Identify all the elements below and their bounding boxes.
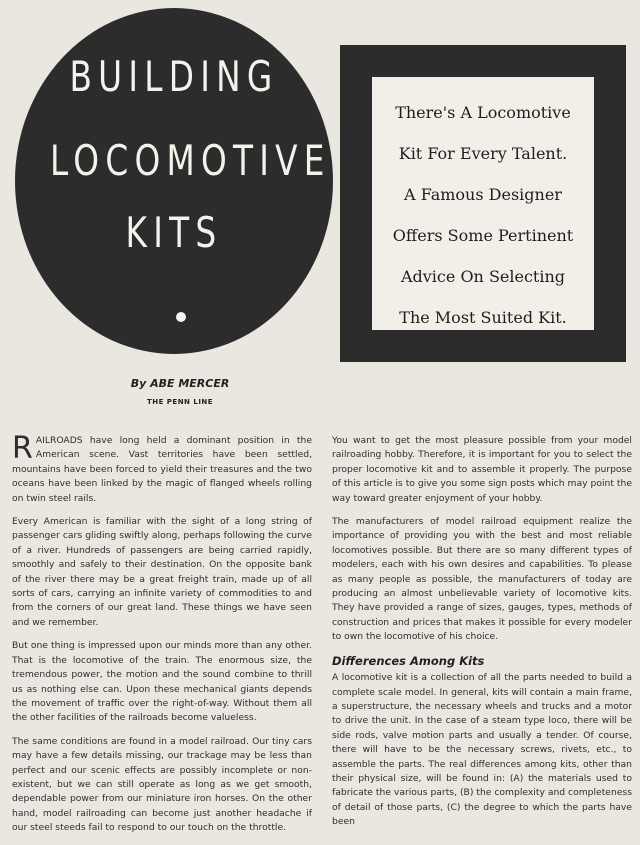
paragraph: A locomotive kit is a collection of all the parts needed to build a complete scale model. In general, kits will contain a main frame, a superstructure, the necessary wheels and trucks and a motor to drive the unit. In the case of a steam type loco, there will be side rods, valve motion parts and usually a tender. Of course, there will have to be the necessary screws, rivets, etc., to assemble the parts. The real differences among kits, other than their physical size, will be found in: (A) the materials used to fabricate the various parts, (B) the complexity and completeness of detail of those parts, (C) the degree to which the parts have been [332,672,632,828]
paragraph: You want to get the most pleasure possible from your model railroading hobby. Therefore, it is important for you to select the proper locomotive kit and to assemble it properly. The purpose of this article is to give you some sign posts which may point the way toward greater enjoyment of your hobby. [332,435,632,504]
paragraph: Every American is familiar with the sight of a long string of passenger cars gliding swiftly along, perhaps following the curve of a river. Hundreds of passengers are being carried rapidly, smoothly and safely to their destination. On the opposite bank of the river there may be a great freight train, made up of all sorts of cars, carrying an infinite variety of commodities to and from the corners of our great land. These things we have seen and we remember. [12,516,312,628]
title-line-2: LOCOMOTIVE [49,136,331,185]
title-line-1: BUILDING [69,52,279,101]
paragraph: The manufacturers of model railroad equipment realize the importance of providing you with the best and most reliable locomotives possible. But there are so many different types of modelers, each with his own desires and capabilities. To please as many people as possible, the manufacturers of today are producing an almost unbelievable variety of locomotive kits. They have provided a range of sizes, gauges, types, methods of construction and prices that makes it possible for every modeler to own the locomotive of his choice. [332,516,632,643]
subtitle-line-4: Offers Some Pertinent [392,226,574,245]
subtitle-line-6: The Most Suited Kit. [399,308,567,327]
title-line-3: KITS [125,208,223,257]
subtitle-frame [340,45,626,362]
author-affiliation: THE PENN LINE [146,398,214,406]
paragraph [12,431,312,506]
subtitle-line-2: Kit For Every Talent. [398,144,568,163]
subtitle-line-1: There's A Locomotive [395,103,571,122]
circle-dot-ornament [176,312,186,322]
paragraph: But one thing is impressed upon our minds more than any other. That is the locomotive of the train. The enormous size, the tremendous power, the motion and the sound combine to thrill us as nothing else can. Upon these mechanical giants depends the movement of traffic over the right-of-way. Without them all the other facilities of the railroads become valueless. [12,640,312,724]
left-column [12,431,312,845]
paragraph-text: AILROADS have long held a dominant position in the American scene. Vast territories have been settled, mountains have been forced to yield their treasures and the two oceans have been linked by the magic of flanged wheels rolling on twin steel rails. [12,435,312,504]
subtitle-line-3: A Famous Designer [404,185,562,204]
paragraph: The same conditions are found in a model railroad. Our tiny cars may have a few details missing, our trackage may be less than perfect and our scenic effects are possibly incomplete or non-existent, but we can still operate as long as we get smooth, dependable power from our miniature iron horses. On the other hand, model railroading can become just another headache if our steel steeds fail to respond to our touch on the throttle. [12,735,312,834]
subtitle-panel [372,77,594,330]
right-column [332,434,632,839]
drop-cap: R [12,431,33,466]
author-byline: By ABE MERCER [130,377,230,390]
section-heading: Differences Among Kits [332,653,485,668]
subtitle-line-5: Advice On Selecting [400,267,566,286]
